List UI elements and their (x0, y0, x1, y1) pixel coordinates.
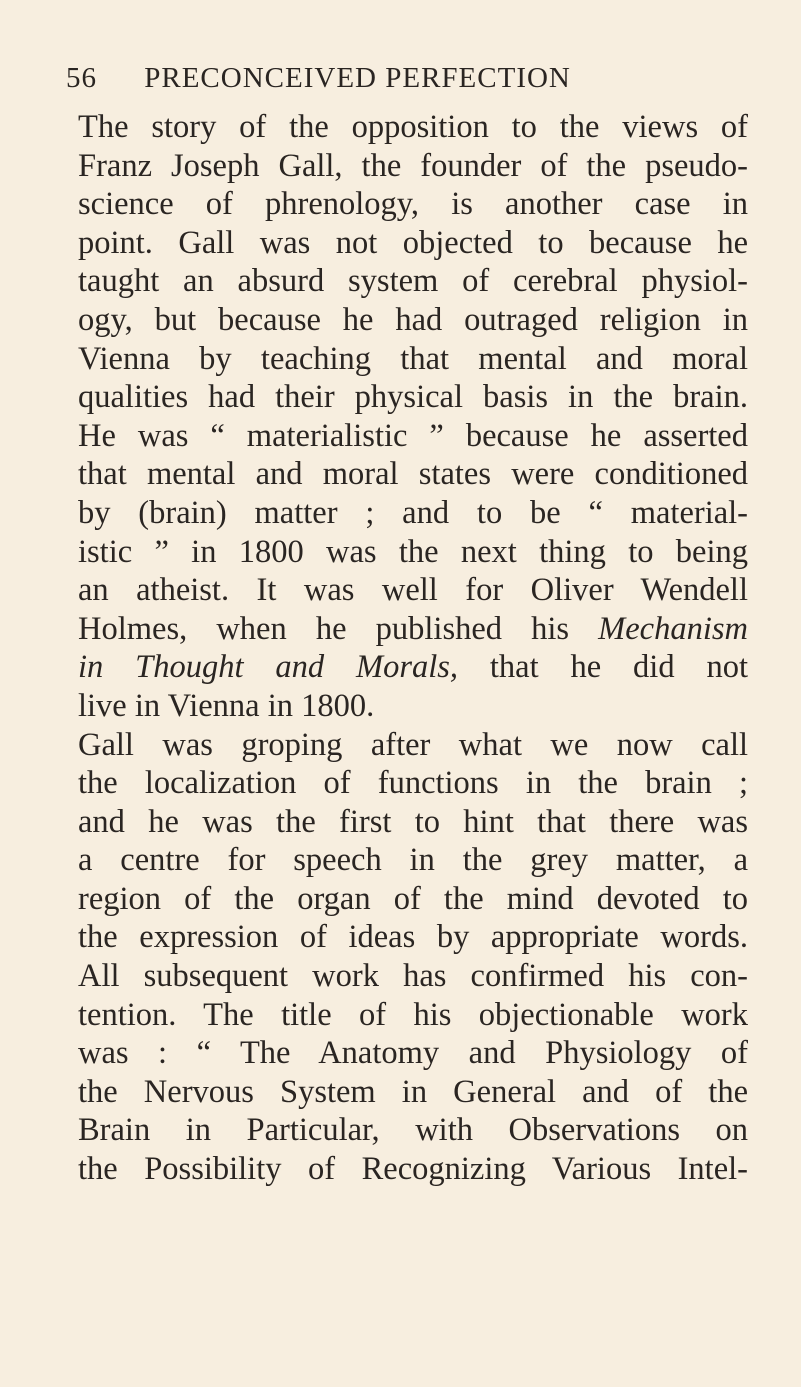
page-header (66, 58, 746, 98)
text-line: ogy, but because he had outraged religion in (78, 301, 748, 338)
running-title: PRECONCEIVED PERFECTION (144, 62, 571, 94)
text-line: point. Gall was not objected to because he (78, 224, 748, 261)
text-line: science of phrenology, is another case in (78, 186, 748, 223)
text-line: Gall was groping after what we now call (78, 726, 748, 763)
text-line: taught an absurd system of cerebral physiol- (78, 263, 748, 300)
text-line: the localization of functions in the brain ; (78, 765, 748, 802)
text-line: All subsequent work has confirmed his con- (78, 958, 748, 995)
text-line: Brain in Particular, with Observations on (78, 1112, 748, 1149)
text-line: a centre for speech in the grey matter, a (78, 842, 748, 879)
text-line (78, 610, 748, 649)
text-line: the Nervous System in General and of the (78, 1073, 748, 1110)
text-line: tention. The title of his objectionable work (78, 996, 748, 1033)
text-line: the expression of ideas by appropriate words. (78, 919, 748, 956)
text-line: and he was the first to hint that there was (78, 803, 748, 840)
text-line: qualities had their physical basis in the brain. (78, 379, 748, 416)
text-line: was : “ The Anatomy and Physiology of (78, 1035, 748, 1072)
text-segment: Holmes, when he published his (78, 610, 599, 647)
text-line: Franz Joseph Gall, the founder of the pseudo- (78, 147, 748, 184)
text-line: by (brain) matter ; and to be “ material- (78, 494, 748, 531)
text-line: an atheist. It was well for Oliver Wendell (78, 572, 748, 609)
body-text (78, 108, 748, 1189)
text-line: live in Vienna in 1800. (78, 687, 375, 724)
text-line: He was “ materialistic ” because he asserted (78, 417, 748, 454)
text-line: istic ” in 1800 was the next thing to being (78, 533, 748, 570)
book-title-italic: in Thought and Morals, (78, 649, 459, 686)
text-line: Vienna by teaching that mental and moral (78, 340, 748, 377)
text-line: The story of the opposition to the views of (78, 109, 748, 145)
text-line: that mental and moral states were conditioned (78, 456, 748, 493)
text-line: region of the organ of the mind devoted to (78, 880, 748, 917)
text-line: the Possibility of Recognizing Various Intel- (78, 1151, 748, 1188)
page-number: 56 (66, 62, 97, 94)
text-line (78, 648, 748, 687)
book-title-italic: Mechanism (598, 610, 748, 647)
text-segment: that he did not (458, 649, 748, 686)
